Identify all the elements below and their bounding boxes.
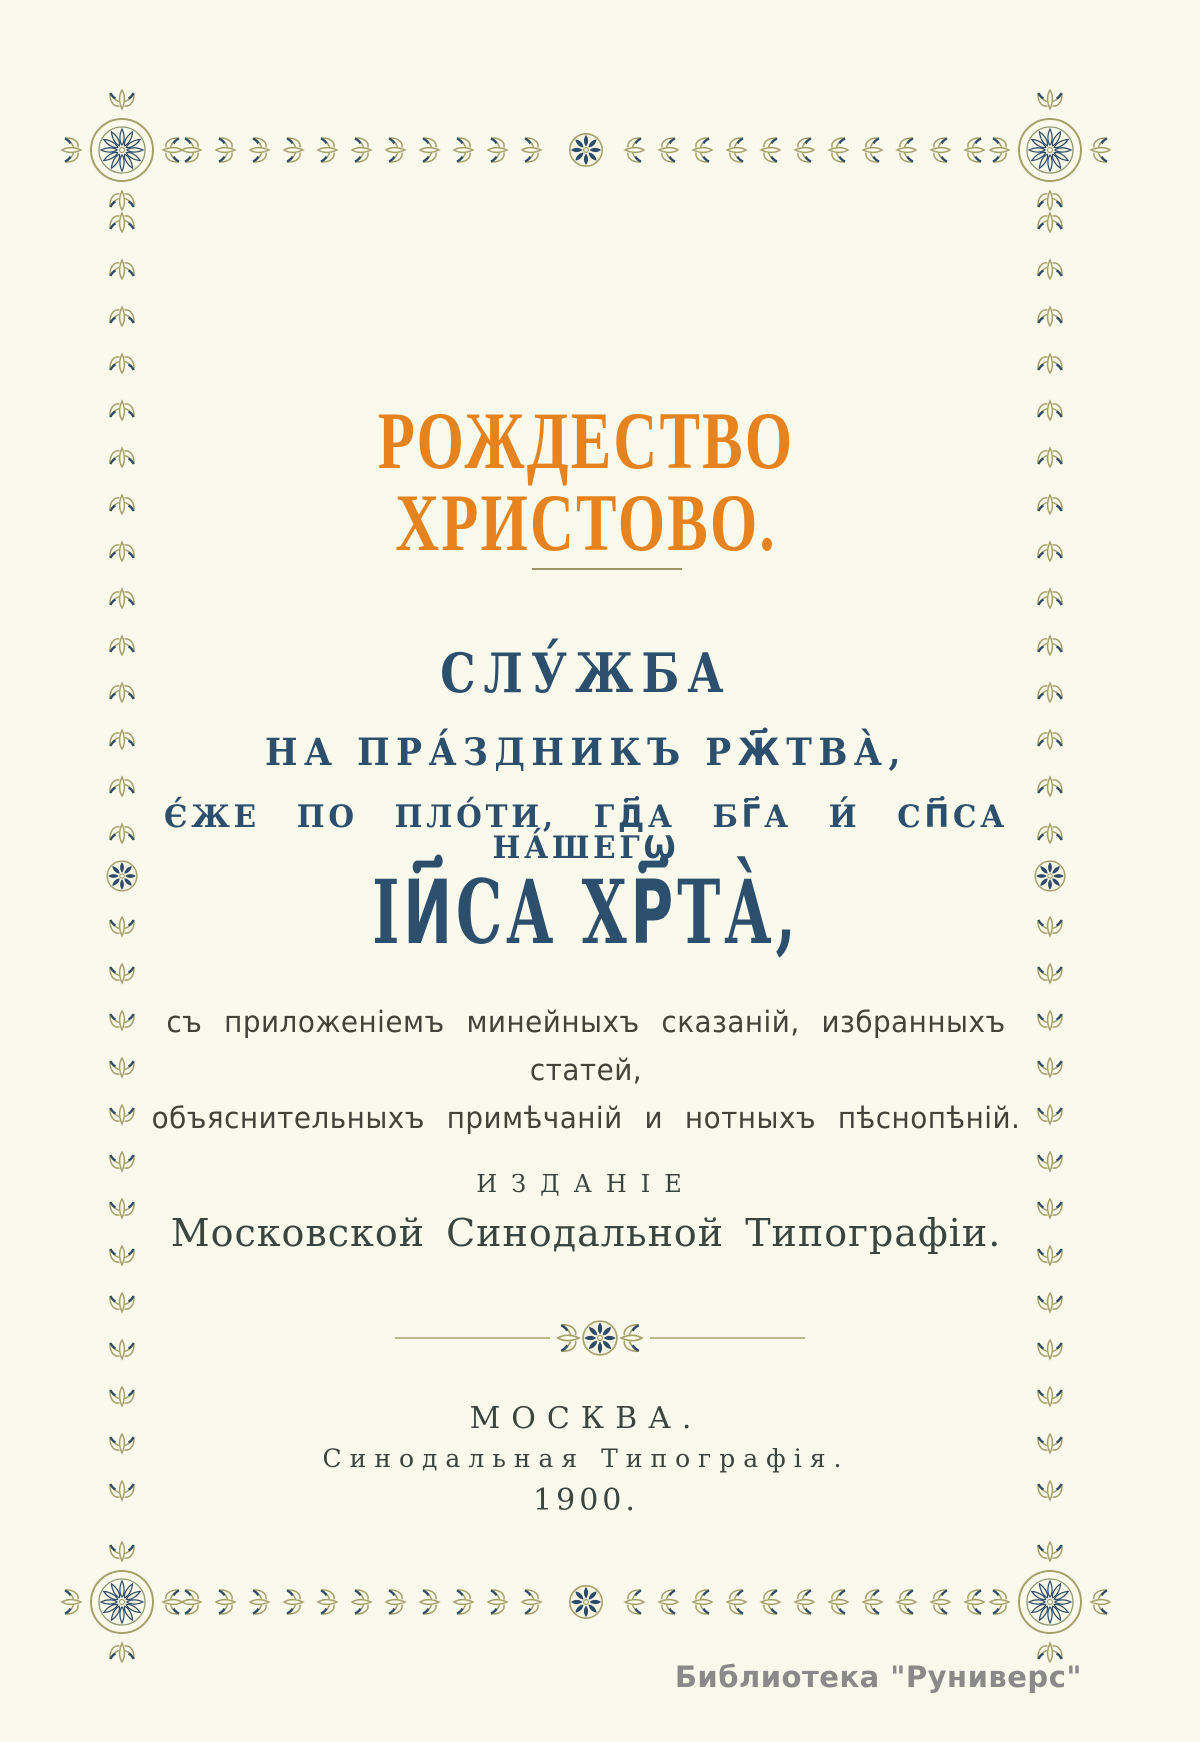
imprint-press: Синодальная Типографія. [322, 1444, 850, 1473]
service-heading: СЛУ́ЖБА [440, 641, 732, 705]
subtitle [141, 998, 1032, 1142]
library-watermark: Библиотека "Руниверс" [674, 1660, 1082, 1694]
slavonic-line: Є́ЖЕ ПО ПЛО́ТИ, ГД҃А БГ҃А И́ СП҃СА НА́ШЕГѠ [163, 799, 1008, 866]
christ-name-line: ІИ҃СА ХР҃ТА̀, [372, 860, 800, 964]
book-title: РОЖДЕСТВО ХРИСТОВО. [377, 395, 795, 568]
title-rule [532, 568, 682, 570]
edition-label: ИЗДАНІЕ [476, 1170, 696, 1198]
ornament-divider [385, 1316, 815, 1360]
imprint-year: 1900. [533, 1483, 639, 1518]
feast-line: НА ПРА́ЗДНИКЪ РЖ҃ТВА̀, [265, 730, 907, 774]
publisher-name: Московской Синодальной Типографіи. [170, 1211, 1002, 1255]
subtitle-line-1: съ приложеніемъ минейныхъ сказаній, избранныхъ статей, [166, 1005, 1006, 1087]
subtitle-line-2: объяснительныхъ примѣчаній и нотныхъ пѣснопѣній. [151, 1101, 1021, 1135]
imprint-city: МОСКВА. [469, 1401, 703, 1436]
